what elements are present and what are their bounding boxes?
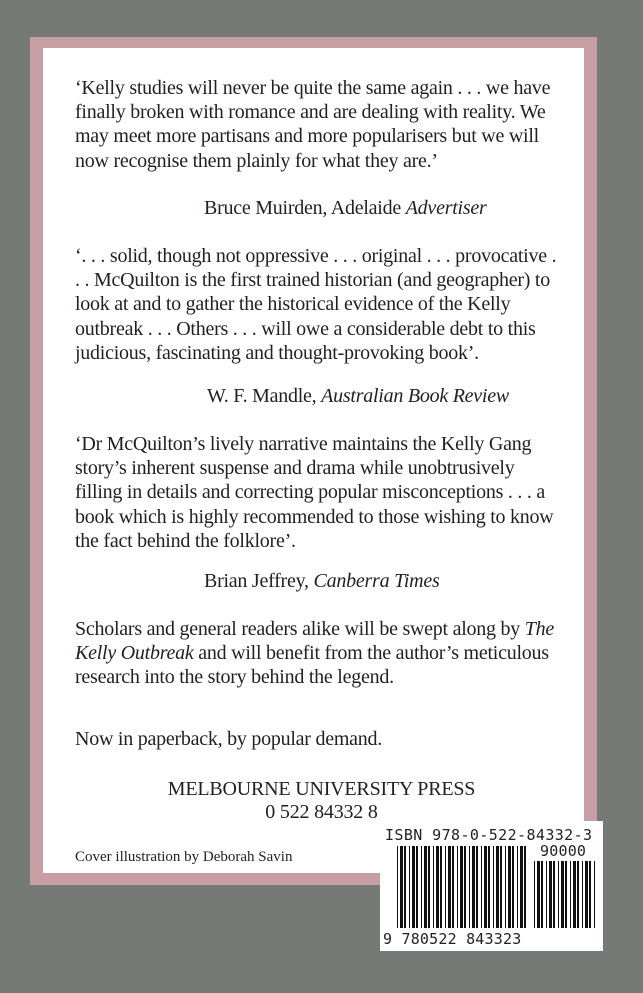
barcode-bar xyxy=(416,846,418,928)
barcode-bar xyxy=(520,846,523,928)
barcode-bar xyxy=(493,846,494,928)
isbn-label: ISBN 978-0-522-84332-3 xyxy=(385,826,593,844)
barcode-bar xyxy=(428,846,430,928)
barcode-bar xyxy=(512,846,514,928)
publication-name: Advertiser xyxy=(405,197,487,219)
barcode-bar xyxy=(573,861,576,928)
barcode-bar xyxy=(541,861,543,928)
barcode-bar xyxy=(424,846,427,928)
barcode-bar xyxy=(433,846,434,928)
blurb-text-start: Scholars and general readers alike will be swept along by xyxy=(75,618,525,640)
barcode-bar xyxy=(484,846,487,928)
barcode-bar xyxy=(448,846,451,928)
publication-name: Canberra Times xyxy=(313,570,440,592)
barcode-bar xyxy=(457,846,458,928)
paperback-note: Now in paperback, by popular demand. xyxy=(75,728,383,750)
barcode-bar xyxy=(496,846,499,928)
barcode-bar xyxy=(460,846,463,928)
barcode-bar xyxy=(500,846,502,928)
barcode-bar xyxy=(412,846,415,928)
barcode-bar xyxy=(517,846,518,928)
barcode-bar xyxy=(421,846,422,928)
barcode-bar xyxy=(549,861,552,928)
barcode-bar xyxy=(440,846,442,928)
barcode-bar xyxy=(469,846,470,928)
barcode-bar xyxy=(534,861,535,928)
barcode-bar xyxy=(524,846,526,928)
barcode-bar xyxy=(400,846,403,928)
book-title: The Kelly Outbreak xyxy=(75,618,555,665)
barcode-bar xyxy=(404,846,406,928)
review-quote-3: ‘Dr McQuilton’s lively narrative maintains the Kelly Gang story’s inherent suspense and drama while unobtrusively filling in details and correcting popular misconceptions . . . a book which is highly recommended to those wishing to know the fact behind the folklore’. xyxy=(75,433,554,552)
barcode-bar xyxy=(553,861,555,928)
barcode-bar xyxy=(505,846,506,928)
barcode-bar xyxy=(585,861,588,928)
barcode-bar xyxy=(452,846,454,928)
barcode-bar xyxy=(594,861,595,928)
publisher-name: MELBOURNE UNIVERSITY PRESS xyxy=(167,778,476,800)
barcode-bar xyxy=(409,846,410,928)
reviewer-name: W. F. Mandle, xyxy=(207,385,322,407)
barcode-bar xyxy=(508,846,511,928)
blurb-text-end: and will benefit from the author’s meticulous research into the story behind the legend. xyxy=(75,642,549,689)
barcode-bar xyxy=(476,846,478,928)
reviewer-name: Brian Jeffrey, xyxy=(204,570,314,592)
barcode-bar xyxy=(582,861,583,928)
isbn-number: 0 522 84332 8 xyxy=(265,801,378,823)
review-quote-2: ‘. . . solid, though not oppressive . . . original . . . provocative . . . McQuilton is the first trained historian (and geographer) to look at and to gather the historical evidence of the Kelly outbreak . . . Others . . . will owe a considerable debt to this judicious, fascinating and thought-provoking book’. xyxy=(75,245,557,364)
barcode-bar xyxy=(570,861,571,928)
barcode-bar xyxy=(397,846,398,928)
reviewer-name: Bruce Muirden, Adelaide xyxy=(204,197,406,219)
barcode-bar xyxy=(558,861,559,928)
barcode-bar xyxy=(472,846,475,928)
cover-credit: Cover illustration by Deborah Savin xyxy=(75,849,293,865)
review-quote-1: ‘Kelly studies will never be quite the same again . . . we have finally broken with romance and are dealing with reality. We may meet more partisans and more popularisers but we will now recognise them plainly for what they are.’ xyxy=(75,77,551,172)
barcode-bar xyxy=(537,861,540,928)
barcode-bar xyxy=(464,846,466,928)
barcode-bar xyxy=(565,861,567,928)
barcode-bar xyxy=(445,846,446,928)
publication-name: Australian Book Review xyxy=(321,385,509,407)
barcode-bar xyxy=(561,861,564,928)
barcode-bar xyxy=(481,846,482,928)
barcode-bar xyxy=(436,846,439,928)
addon-digits: 90000 xyxy=(540,842,587,860)
barcode-bar xyxy=(577,861,579,928)
barcode-bar xyxy=(589,861,591,928)
barcode-bar xyxy=(546,861,547,928)
ean-digits: 9 780522 843323 xyxy=(383,930,522,948)
barcode-bar xyxy=(488,846,490,928)
